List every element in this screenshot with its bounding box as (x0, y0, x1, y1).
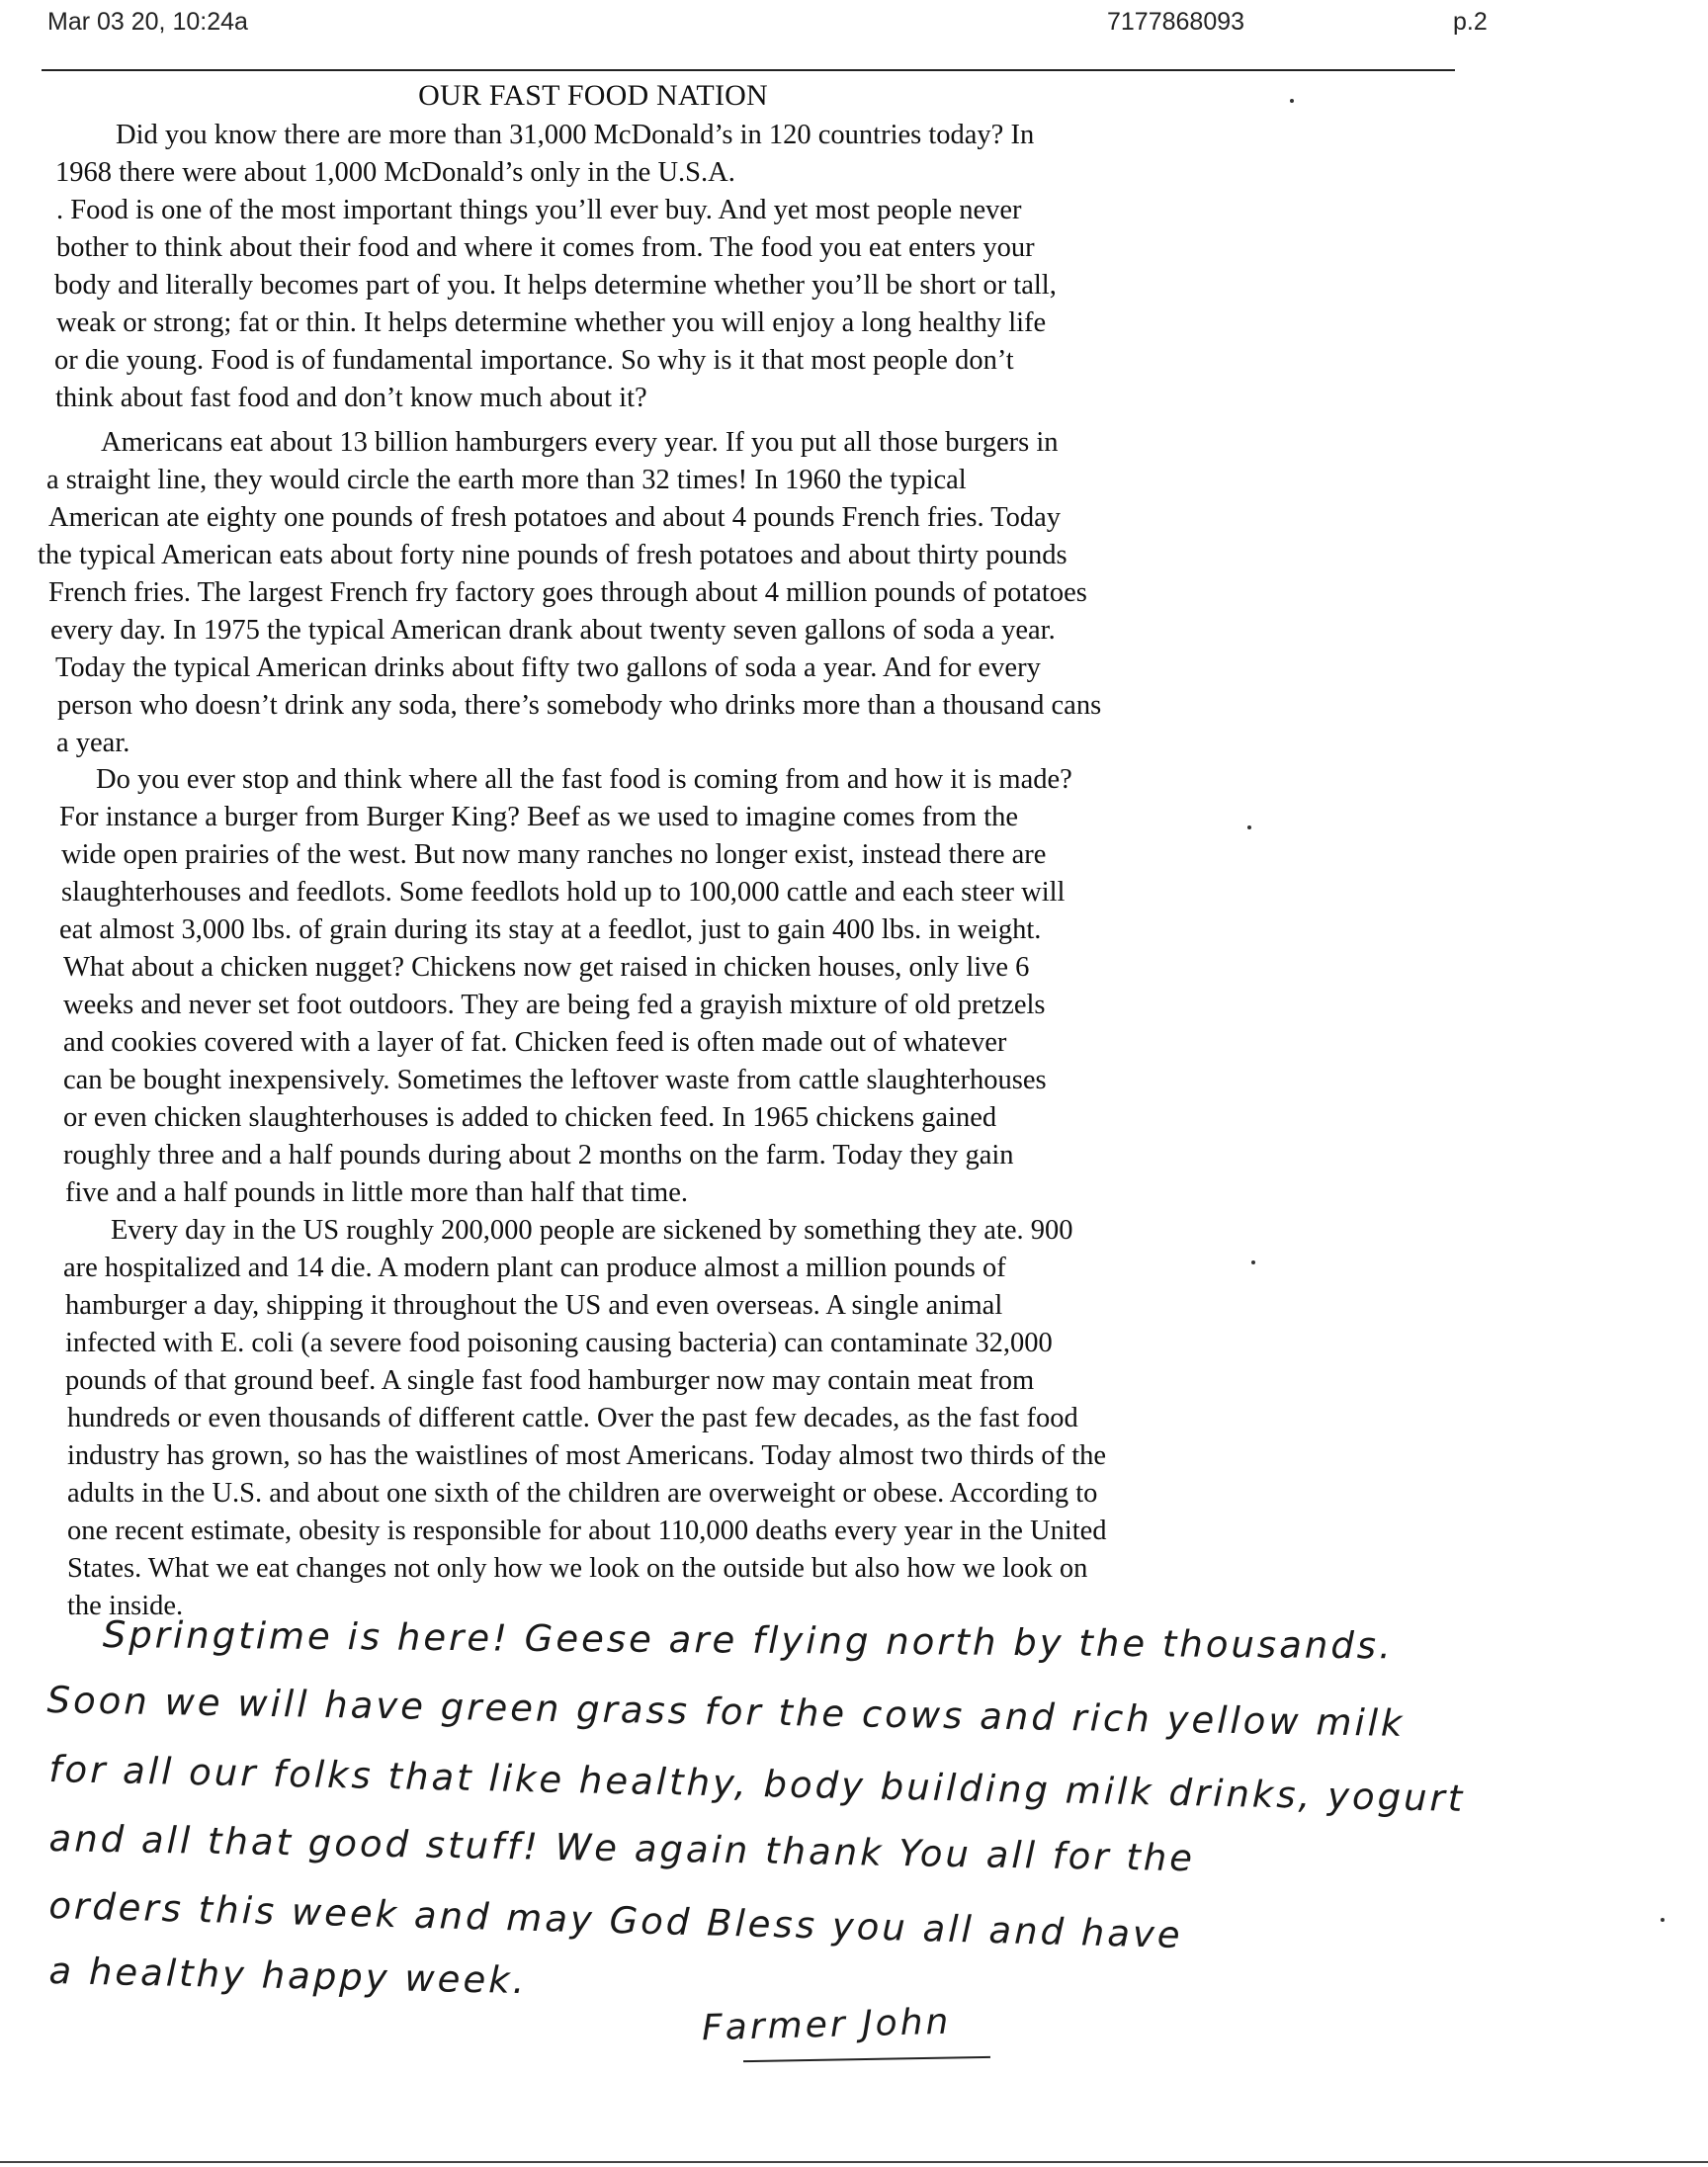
article-line: French fries. The largest French fry factory goes through about 4 million pounds of potatoes (48, 577, 1087, 608)
article-line: can be bought inexpensively. Sometimes the leftover waste from cattle slaughterhouses (63, 1065, 1047, 1095)
article-line: hamburger a day, shipping it throughout the US and even overseas. A single animal (65, 1290, 1003, 1321)
article-line: the inside. (67, 1591, 184, 1621)
article-line: industry has grown, so has the waistlines of most Americans. Today almost two thirds of the (67, 1440, 1107, 1471)
fax-header (0, 8, 1708, 43)
article-title: OUR FAST FOOD NATION (418, 79, 768, 112)
article-line: a year. (56, 728, 130, 758)
article-line: weeks and never set foot outdoors. They are being fed a grayish mixture of old pretzels (63, 990, 1046, 1020)
article-line: . Food is one of the most important things you’ll ever buy. And yet most people never (56, 195, 1022, 225)
scan-speck (1290, 99, 1294, 103)
article-line: or even chicken slaughterhouses is added to chicken feed. In 1965 chickens gained (63, 1102, 997, 1133)
handwritten-line: orders this week and may God Bless you all and have (47, 1884, 1184, 1957)
article-line: Every day in the US roughly 200,000 people are sickened by something they ate. 900 (111, 1215, 1073, 1246)
handwritten-line: a healthy happy week. (48, 1950, 528, 2003)
article-line: every day. In 1975 the typical American drank about twenty seven gallons of soda a year. (50, 615, 1056, 646)
article-line: 1968 there were about 1,000 McDonald’s only in the U.S.A. (55, 157, 735, 188)
article-line: wide open prairies of the west. But now many ranches no longer exist, instead there are (61, 839, 1047, 870)
article-line: or die young. Food is of fundamental importance. So why is it that most people don’t (54, 345, 1014, 376)
article-line: Do you ever stop and think where all the fast food is coming from and how it is made? (96, 764, 1072, 795)
article-line: Did you know there are more than 31,000 McDonald’s in 120 countries today? In (116, 120, 1035, 150)
article-line: are hospitalized and 14 die. A modern plant can produce almost a million pounds of (63, 1253, 1006, 1283)
article-line: adults in the U.S. and about one sixth of the children are overweight or obese. According to (67, 1478, 1098, 1509)
article-line: roughly three and a half pounds during about 2 months on the farm. Today they gain (63, 1140, 1014, 1170)
article-line: What about a chicken nugget? Chickens now get raised in chicken houses, only live 6 (63, 952, 1030, 983)
scan-speck (1251, 1260, 1255, 1264)
article-line: slaughterhouses and feedlots. Some feedlots hold up to 100,000 cattle and each steer will (61, 877, 1066, 908)
fax-page-number: p.2 (1453, 8, 1488, 36)
article-line: eat almost 3,000 lbs. of grain during its stay at a feedlot, just to gain 400 lbs. in weight. (59, 914, 1042, 945)
handwritten-line: Springtime is here! Geese are flying north by the thousands. (102, 1613, 1395, 1668)
article-line: five and a half pounds in little more than half that time. (65, 1177, 688, 1208)
handwritten-line: for all our folks that like healthy, body building milk drinks, yogurt (48, 1748, 1466, 1821)
article-line: For instance a burger from Burger King? Beef as we used to imagine comes from the (59, 802, 1019, 832)
header-rule (42, 69, 1455, 71)
article-line: pounds of that ground beef. A single fast food hamburger now may contain meat from (65, 1365, 1035, 1396)
article-line: weak or strong; fat or thin. It helps determine whether you will enjoy a long healthy life (56, 307, 1047, 338)
scan-speck (1247, 825, 1251, 829)
article-line: a straight line, they would circle the earth more than 32 times! In 1960 the typical (46, 465, 967, 495)
fax-phone-number: 7177868093 (1107, 8, 1245, 36)
article-line: the typical American eats about forty nine pounds of fresh potatoes and about thirty pounds (38, 540, 1068, 570)
fax-datetime: Mar 03 20, 10:24a (47, 8, 248, 36)
article-line: Today the typical American drinks about fifty two gallons of soda a year. And for every (55, 652, 1041, 683)
article-line: States. What we eat changes not only how we look on the outside but also how we look on (67, 1553, 1088, 1584)
page-bottom-edge (0, 2161, 1708, 2163)
article-line: hundreds or even thousands of different cattle. Over the past few decades, as the fast food (67, 1403, 1078, 1433)
article-line: person who doesn’t drink any soda, there’s somebody who drinks more than a thousand cans (57, 690, 1102, 721)
handwritten-line: and all that good stuff! We again thank You all for the (48, 1817, 1196, 1880)
article-line: bother to think about their food and where it comes from. The food you eat enters your (56, 232, 1035, 263)
handwritten-line: Soon we will have green grass for the cows and rich yellow milk (46, 1679, 1406, 1745)
article-line: think about fast food and don’t know much about it? (55, 383, 647, 413)
article-line: infected with E. coli (a severe food poisoning causing bacteria) can contaminate 32,000 (65, 1328, 1053, 1358)
article-line: and cookies covered with a layer of fat. Chicken feed is often made out of whatever (63, 1027, 1007, 1058)
article-line: Americans eat about 13 billion hamburgers every year. If you put all those burgers in (101, 427, 1059, 458)
article-line: body and literally becomes part of you. It helps determine whether you’ll be short or tall, (54, 270, 1057, 301)
signature-underline (743, 2056, 990, 2062)
scan-speck (1661, 1918, 1665, 1922)
signature: Farmer John (701, 2001, 952, 2049)
article-line: American ate eighty one pounds of fresh potatoes and about 4 pounds French fries. Today (48, 502, 1062, 533)
article-line: one recent estimate, obesity is responsible for about 110,000 deaths every year in the United (67, 1516, 1107, 1546)
